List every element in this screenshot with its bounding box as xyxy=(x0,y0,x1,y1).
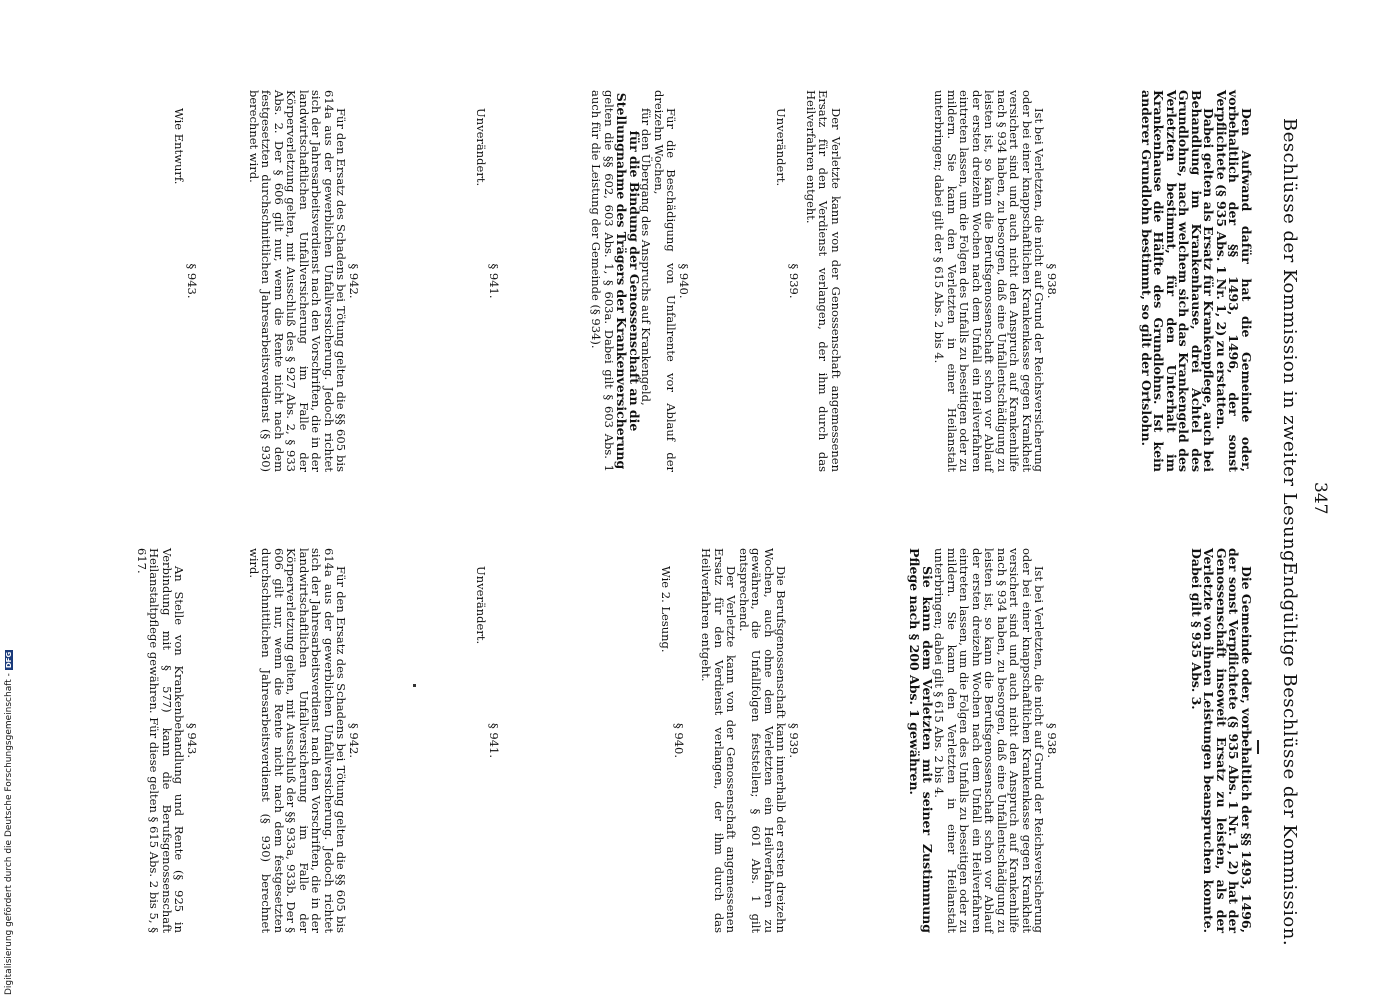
right-p1-bold: Die Gemeinde oder, vorbehaltlich der §§ 1493, 1496, der sonst Verpflichtete (§ 935 Abs. 1 Nr. 1, 2) hat der Genossenschaft insoweit Ersatz zu leisten, als der Verletzte von ihnen Leistungen beanspruchen konnte. Dabei gilt § 935 Abs. 3. xyxy=(1189,548,1254,933)
left-s941-heading: § 941. xyxy=(487,263,501,299)
right-section-943 xyxy=(136,548,199,933)
left-s939-heading: § 939. xyxy=(787,263,801,299)
left-p2-bold: Dabei gelten als Ersatz für Krankenpflege, auch bei Behandlung im Krankenhause, drei Achtel des Grundlohns, nach welchem sich das Krankengeld des Verletzten bestimmt, für den Unterhalt im Krankenhause die Hälfte des Grundlohns. Ist kein anderer Grundlohn bestimmt, so gilt der Ortslohn. xyxy=(1139,90,1217,472)
right-section-938 xyxy=(908,548,1058,933)
right-s939-text2: Der Verletzte kann von der Genossenschaft angemessenen Ersatz für den Verdienst verlangen, der ihm durch das Heilverfahren entgeht. xyxy=(699,548,739,933)
left-s940-text3: gelten die §§ 602, 603 Abs. 1, § 603a. Dabei gilt § 603 Abs. 1 auch für die Leistung der Gemeinde (§ 934). xyxy=(589,90,616,472)
left-column-title: Beschlüsse der Kommission in zweiter Lesung. xyxy=(1279,118,1300,569)
left-s939-text: Unverändert. xyxy=(774,108,789,187)
right-s939-heading: § 939. xyxy=(787,722,801,758)
right-s938-text: Ist bei Verletzten, die nicht auf Grund der Reichsversicherung oder bei einer knappschaftlichen Krankenkasse gegen Krankheit versichert sind und auch nicht den Anspruch auf Krankenhilfe nach § 934 haben, zu besorgen, daß eine Unfallentschädigung zu leisten ist, so kann die Berufsgenossenschaft schon vor Ablauf der ersten dreizehn Wochen nach dem Unfall ein Heilverfahren eintreten lassen, um die Folgen des Unfalls zu beseitigen oder zu mildern. Sie kann den Verletzten in einer Heilanstalt unterbringen; dabei gilt § 615 Abs. 2 bis 4. xyxy=(932,548,1047,933)
right-s941-text: Unverändert. xyxy=(474,566,489,645)
credit-text: Digitalisierung gefördert durch die Deutsche Forschungsgemeinschaft - xyxy=(4,673,14,995)
left-s941-text: Unverändert. xyxy=(474,108,489,187)
right-s943-text: An Stelle von Krankenbehandlung und Rente (§ 925 in Verbindung mit § 577) kann die Berufsgenossenschaft Heilanstaltpflege gewähren. Für diese gelten § 615 Abs. 2 bis 5, § 617. xyxy=(135,548,187,933)
left-section-941 xyxy=(475,90,500,472)
right-s940-text: Wie 2. Lesung. xyxy=(659,566,674,653)
ink-dot xyxy=(413,684,416,687)
left-s938-heading: § 938. xyxy=(1045,263,1059,299)
right-s942-text: Für den Ersatz des Schadens bei Tötung gelten die §§ 605 bis 614a aus der gewerblichen Unfallversicherung. Jedoch richtet sich der Jahresarbeitsverdienst nach den Vorschriften, die in der landwirtschaftlichen Unfallversicherung im Falle der Körperverletzung gelten, mit Ausschluß der §§ 933a, 933b. Der § 606 gilt nur, wenn die Rente nicht nach dem festgesetzten durchschnittlichen Jahresarbeitsverdienst (§ 930) berechnet wird. xyxy=(247,548,349,933)
left-s942-heading: § 942. xyxy=(347,263,361,299)
left-section-939 xyxy=(775,90,800,472)
left-section-938 xyxy=(933,90,1058,472)
right-s941-heading: § 941. xyxy=(487,722,501,758)
right-s938-heading: § 938. xyxy=(1045,722,1059,758)
right-s940-heading: § 940. xyxy=(672,722,686,758)
right-s939-text1: Die Berufsgenossenschaft kann innerhalb der ersten dreizehn Wochen, auch ohne dem Verletzten ein Heilverfahren zu gewähren, die Unfallfolgen feststellen; § 601 Abs. 1 gilt entsprechend. xyxy=(737,548,789,933)
left-p1-bold: Den Aufwand dafür hat die Gemeinde oder, vorbehaltlich der §§ 1493, 1496, der sonst Verpflichtete (§ 935 Abs. 1 Nr. 1, 2) zu erstatten. xyxy=(1214,90,1254,472)
column-divider-dash xyxy=(1257,740,1259,754)
right-section-942 xyxy=(248,548,361,933)
right-s942-heading: § 942. xyxy=(347,722,361,758)
left-s943-heading: § 943. xyxy=(185,263,199,299)
left-s940-bold: für die Bindung der Genossenschaft an die Stellungnahme des Trägers der Krankenversicherung xyxy=(614,92,642,470)
left-s940-heading: § 940. xyxy=(677,263,691,299)
left-section-943 xyxy=(173,90,198,472)
right-column-title: Endgültige Beschlüsse der Kommission. xyxy=(1279,562,1300,947)
left-section-939-text2 xyxy=(805,90,843,472)
digitization-credit xyxy=(4,650,14,995)
right-s943-heading: § 943. xyxy=(185,722,199,758)
right-section-940 xyxy=(660,548,685,933)
left-s943-text: Wie Entwurf. xyxy=(172,108,187,185)
right-section-941 xyxy=(475,548,500,933)
left-s939-text2: Der Verletzte kann von der Genossenschaft angemessenen Ersatz für den Verdienst verlangen, der ihm durch das Heilverfahren entgeht. xyxy=(804,90,843,472)
left-s940-text1: Für die Beschädigung von Unfallrente vor Ablauf der dreizehn Wochen, xyxy=(652,90,679,472)
right-s938-bold: Sie kann dem Verletzten mit seiner Zustimmung Pflege nach § 200 Abs. 1 gewähren. xyxy=(907,548,935,933)
right-section-939 xyxy=(700,548,800,933)
left-section-942 xyxy=(248,90,361,472)
right-paragraph-1 xyxy=(1190,548,1253,933)
dfg-logo: DFG xyxy=(5,651,13,669)
left-section-940 xyxy=(590,90,690,472)
left-s938-text: Ist bei Verletzten, die nicht auf Grund der Reichsversicherung oder bei einer knappschaftlichen Krankenkasse gegen Krankheit versichert sind und auch nicht den Anspruch auf Krankenhilfe nach § 934 haben, zu besorgen, daß eine Unfallentschädigung zu leisten ist, so kann die Berufsgenossenschaft schon vor Ablauf der ersten dreizehn Wochen nach dem Unfall ein Heilverfahren eintreten lassen, um die Folgen des Unfalls zu beseitigen oder zu mildern. Sie kann den Verletzten in einer Heilanstalt unterbringen; dabei gilt der § 615 Abs. 2 bis 4. xyxy=(932,90,1047,472)
left-s942-text: Für den Ersatz des Schadens bei Tötung gelten die §§ 605 bis 614a aus der gewerblichen Unfallversicherung. Jedoch richtet sich der Jahresarbeitsverdienst nach den Vorschriften, die in der landwirtschaftlichen Unfallversicherung im Falle der Körperverletzung gelten, mit Ausschluß des § 927 Abs. 2, § 933 Abs. 2. Der § 606 gilt nur, wenn die Rente nicht nach dem festgesetzten durchschnittlichen Jahresarbeitsverdienst (§ 930) berechnet wird. xyxy=(247,90,349,472)
left-paragraph-1 xyxy=(1140,90,1253,472)
page-number: 347 xyxy=(1310,482,1330,515)
left-s940-text2: für den Übergang des Anspruchs auf Krankengeld, xyxy=(639,108,654,406)
